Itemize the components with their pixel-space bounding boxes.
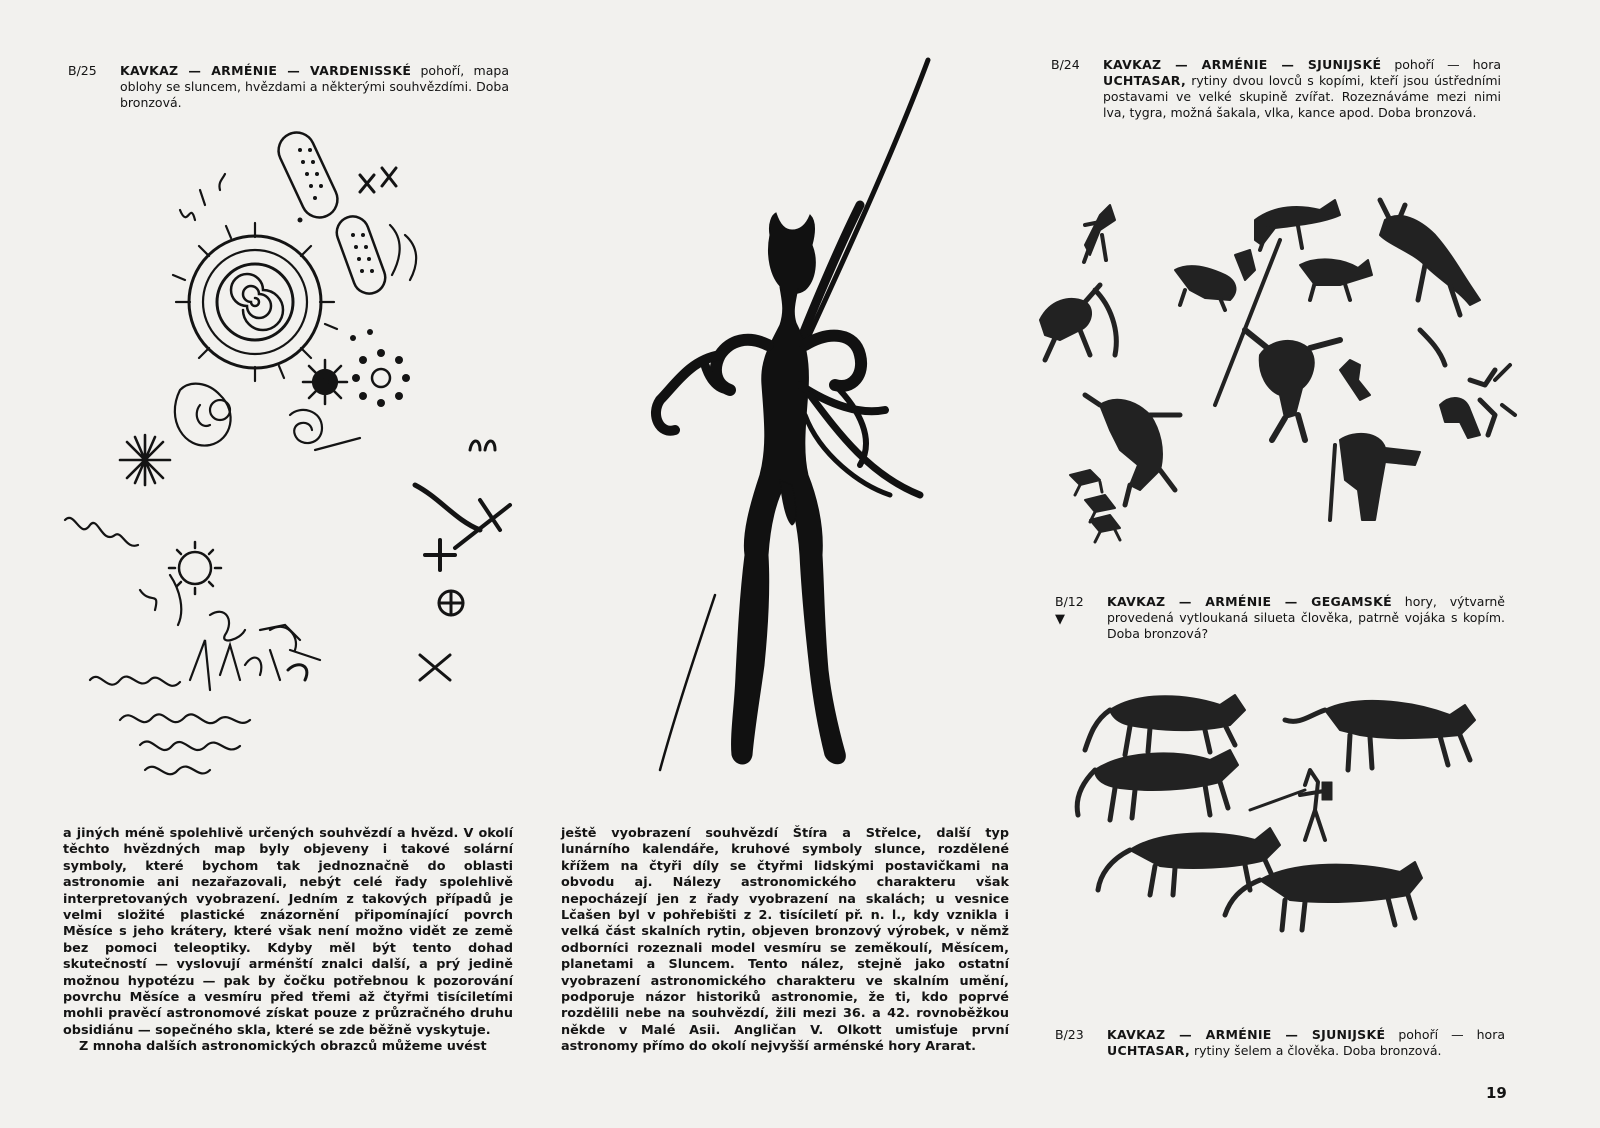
caption-b23 bbox=[1055, 1027, 1505, 1059]
caption-text: pohoří — hora bbox=[1381, 57, 1501, 72]
caption-code: B/23 bbox=[1055, 1027, 1084, 1042]
caption-code: B/25 bbox=[68, 63, 97, 78]
caption-b12 bbox=[1055, 594, 1505, 642]
caption-title: KAVKAZ — ARMÉNIE — GEGAMSKÉ bbox=[1107, 594, 1392, 609]
caption-b24 bbox=[1051, 57, 1501, 121]
warrior-silhouette bbox=[620, 55, 950, 790]
caption-b25 bbox=[68, 63, 509, 111]
caption-text: rytiny šelem a člověka. Doba bronzová. bbox=[1190, 1043, 1442, 1058]
star-map-petroglyph bbox=[60, 120, 530, 800]
page-number: 19 bbox=[1486, 1084, 1507, 1102]
caption-title: KAVKAZ — ARMÉNIE — SJUNIJSKÉ bbox=[1107, 1027, 1386, 1042]
caption-title: KAVKAZ — ARMÉNIE — VARDENISSKÉ bbox=[120, 63, 412, 78]
down-arrow-icon: ▼ bbox=[1055, 612, 1065, 627]
caption-text: pohoří — hora bbox=[1385, 1027, 1505, 1042]
beasts-petroglyph bbox=[1070, 690, 1510, 990]
paragraph: Z mnoha dalších astronomických obrazců můžeme uvést bbox=[79, 1039, 487, 1055]
body-column-1 bbox=[63, 826, 513, 1056]
caption-text: hory, výtvarně provedená vytloukaná silueta člověka, patrně vojáka s kopím. Doba bronzová? bbox=[1107, 594, 1505, 641]
caption-code: B/24 bbox=[1051, 57, 1080, 72]
caption-place: UCHTASAR, bbox=[1103, 73, 1186, 88]
caption-code: B/12 bbox=[1055, 594, 1084, 609]
caption-text: rytiny dvou lovců s kopími, kteří jsou ústředními postavami ve velké skupině zvířat. Rozeznáváme mezi nimi lva, tygra, možná šakala, vlka, kance apod. Doba bronzová. bbox=[1103, 73, 1501, 120]
caption-text: pohoří, mapa oblohy se sluncem, hvězdami a některými souhvězdími. Doba bronzová. bbox=[120, 63, 509, 110]
caption-title: KAVKAZ — ARMÉNIE — SJUNIJSKÉ bbox=[1103, 57, 1382, 72]
paragraph: a jiných méně spolehlivě určených souhvězdí a hvězd. V okolí těchto hvězdných map byly objeveny i takové solární symboly, které bychom tak jednoznačně do oblasti astronomie ani nezařazovali, nebýt celé řady spolehlivě interpretovaných vyobrazení. Jedním z takových případů je velmi složité plastické znázornění připomínající povrch Měsíce s jeho krátery, které však není možno vidět ze země bez pomoci teleoptiky. Kdyby měl být tento dohad skutečností — vyslovují arménští znalci další, a prý jedině možnou hypotézu — pak by čočku potřebnou k pozorování povrchu Měsíce a vesmíru před třemi až čtyřmi tisíciletími mohli pravěcí astronomové získat pouze z průzračného druhu obsidiánu — sopečného skla, které se zde běžně vyskytuje. bbox=[63, 826, 513, 1038]
body-column-2 bbox=[561, 826, 1009, 1056]
hunters-animals-petroglyph bbox=[1040, 190, 1520, 570]
paragraph: ještě vyobrazení souhvězdí Štíra a Střelce, další typ lunárního kalendáře, kruhové symboly slunce, rozdělené křížem na čtyři díly se čtyřmi lidskými postavičkami na obvodu aj. Nálezy astronomického charakteru však nepocházejí jen z řady vyobrazení na skalách; u vesnice Lčašen byl v pohřebišti z 2. tisíciletí př. n. l., kdy vznikla i velká část skalních rytin, objeven bronzový výrobek, v němž odborníci rozeznali model vesmíru se zeměkoulí, Měsícem, planetami a Sluncem. Tento nález, stejně jako ostatní vyobrazení astronomického charakteru ve skalním umění, podporuje názor historiků astronomie, že ti, kdo poprvé rozdělili nebe na souhvězdí, žili mezi 36. a 42. rovnoběžkou někde v Malé Asii. Angličan V. Olkott umisťuje první astronomy přímo do okolí nejvyšší arménské hory Ararat. bbox=[561, 826, 1009, 1055]
caption-place: UCHTASAR, bbox=[1107, 1043, 1190, 1058]
